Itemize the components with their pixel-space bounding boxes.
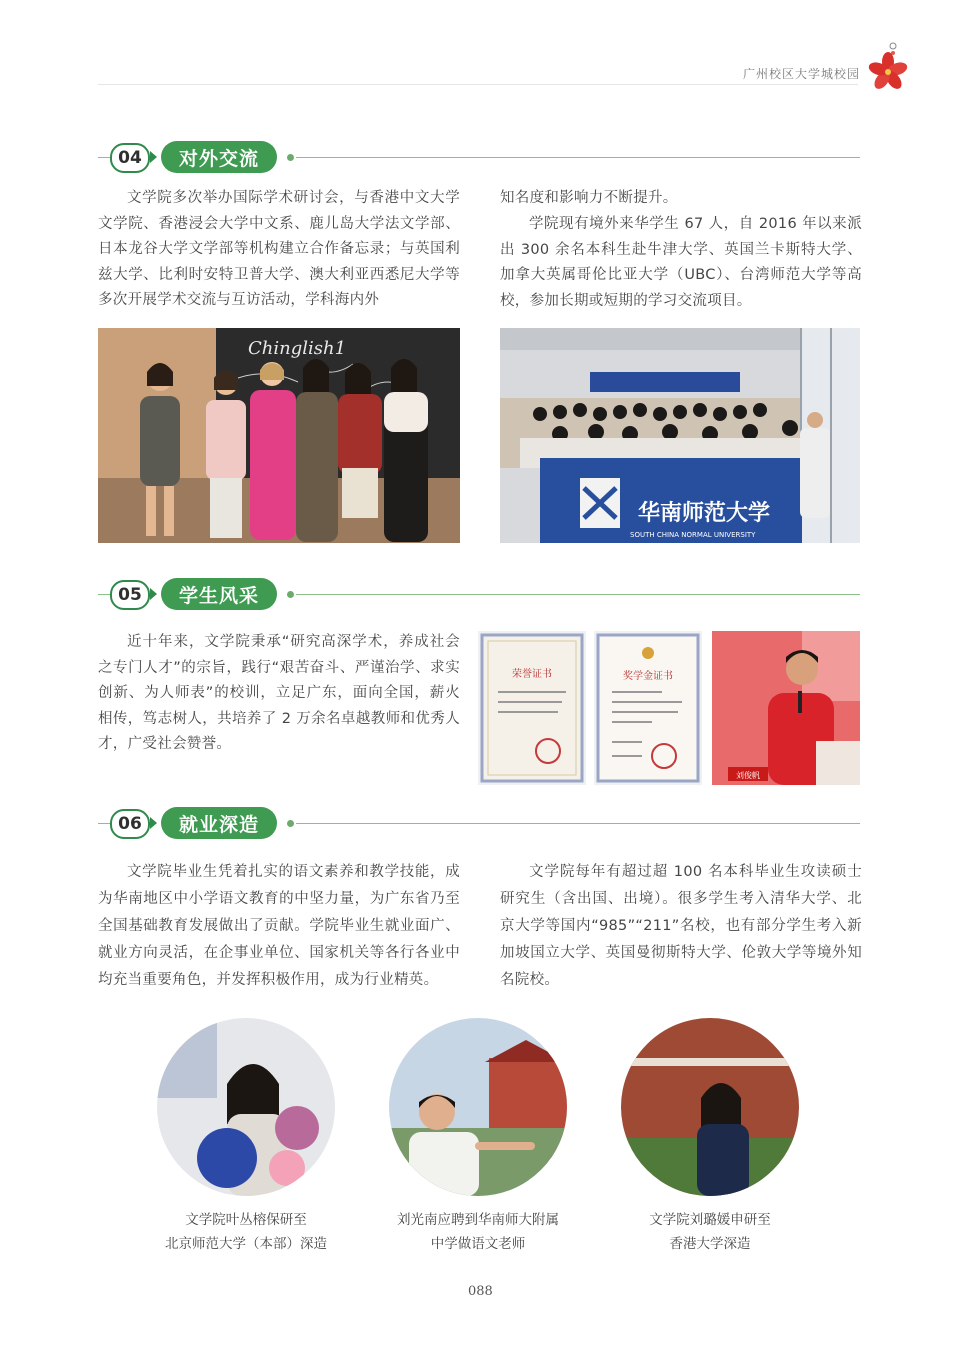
flower-logo-icon	[866, 40, 910, 92]
badge-arrow-icon	[150, 817, 157, 829]
section-title: 就业深造	[161, 807, 277, 839]
caption-line: 文学院叶丛榕保研至	[185, 1212, 307, 1228]
honor-certificate-image	[478, 631, 586, 785]
header-rule	[98, 84, 858, 85]
section-paragraph: 文学院多次举办国际学术研讨会，与香港中文大学文学院、香港浸会大学中文系、鹿儿岛大学法文学部、日本龙谷大学文学部等机构建立合作备忘录；与英国利兹大学、比利时安特卫普大学、澳大利亚西悉尼大学等多次开展学术交流与互访活动，学科海内外	[98, 190, 460, 308]
section-number-badge: 06	[110, 809, 150, 839]
section-dot	[287, 591, 294, 598]
student-speaker-photo	[712, 631, 860, 785]
students-banner-photo	[500, 328, 860, 543]
section-title: 学生风采	[161, 578, 277, 610]
caption-line: 北京师范大学（本部）深造	[165, 1236, 327, 1252]
section-line-right	[296, 594, 860, 595]
header-title: 广州校区大学城校园	[742, 67, 860, 81]
section-number-badge: 04	[110, 143, 150, 173]
caption-line: 文学院刘璐媛申研至	[649, 1212, 771, 1228]
chalkboard-text: Chinglish1	[248, 338, 347, 359]
banner-text: 华南师范大学	[638, 500, 771, 526]
caption-line: 香港大学深造	[669, 1236, 751, 1252]
section-paragraph: 近十年来，文学院秉承“研究高深学术，养成社会之专门人才”的宗旨，践行“艰苦奋斗、严谨治学、求实创新、为人师表”的校训，立足广东，面向全国，薪火相传，笃志树人，共培养了 2 万余名卓越教师和优秀人才，广受社会赞誉。	[98, 634, 460, 752]
badge-arrow-icon	[150, 151, 157, 163]
section-line-left	[98, 594, 110, 595]
caption-line: 中学做语文老师	[430, 1236, 526, 1252]
section-paragraph: 文学院毕业生凭着扎实的语文素养和教学技能，成为华南地区中小学语文教育的中坚力量，为广东省乃至全国基础教育发展做出了贡献。学院毕业生就业面广、就业方向灵活，在企事业单位、国家机关等各行各业中均充当重要角色，并发挥积极作用，成为行业精英。	[98, 864, 460, 988]
exchange-group-photo	[98, 328, 460, 543]
section-paragraph-continued: 知名度和影响力不断提升。	[500, 190, 678, 206]
graduate-portrait-3	[621, 1018, 799, 1196]
section-line-left	[98, 157, 110, 158]
section-line-right	[296, 157, 860, 158]
section-dot	[287, 154, 294, 161]
graduate-portrait-1	[157, 1018, 335, 1196]
certificate-title: 荣誉证书	[512, 669, 552, 680]
certificate-title: 奖学金证书	[623, 671, 673, 682]
section-line-left	[98, 823, 110, 824]
section-line-right	[296, 823, 860, 824]
graduate-portrait-2	[389, 1018, 567, 1196]
speaker-name-tag: 刘俊帆	[736, 771, 760, 780]
section-title: 对外交流	[161, 141, 277, 173]
badge-arrow-icon	[150, 588, 157, 600]
banner-subtext: SOUTH CHINA NORMAL UNIVERSITY	[630, 531, 756, 539]
page-number: 088	[468, 1284, 493, 1299]
section-paragraph: 学院现有境外来华学生 67 人，自 2016 年以来派出 300 余名本科生赴牛津大学、英国兰卡斯特大学、加拿大英属哥伦比亚大学（UBC）、台湾师范大学等高校，参加长期或短期的学习交流项目。	[500, 216, 862, 309]
section-paragraph: 文学院每年有超过超 100 名本科毕业生攻读硕士研究生（含出国、出境）。很多学生考入清华大学、北京大学等国内“985”“211”名校，也有部分学生考入新加坡国立大学、英国曼彻斯特大学、伦敦大学等境外知名院校。	[500, 864, 862, 988]
profile-caption-3	[570, 1208, 850, 1256]
section-number-badge: 05	[110, 580, 150, 610]
scholarship-certificate-image	[594, 631, 702, 785]
section-dot	[287, 820, 294, 827]
caption-line: 刘光南应聘到华南师大附属	[397, 1212, 559, 1228]
